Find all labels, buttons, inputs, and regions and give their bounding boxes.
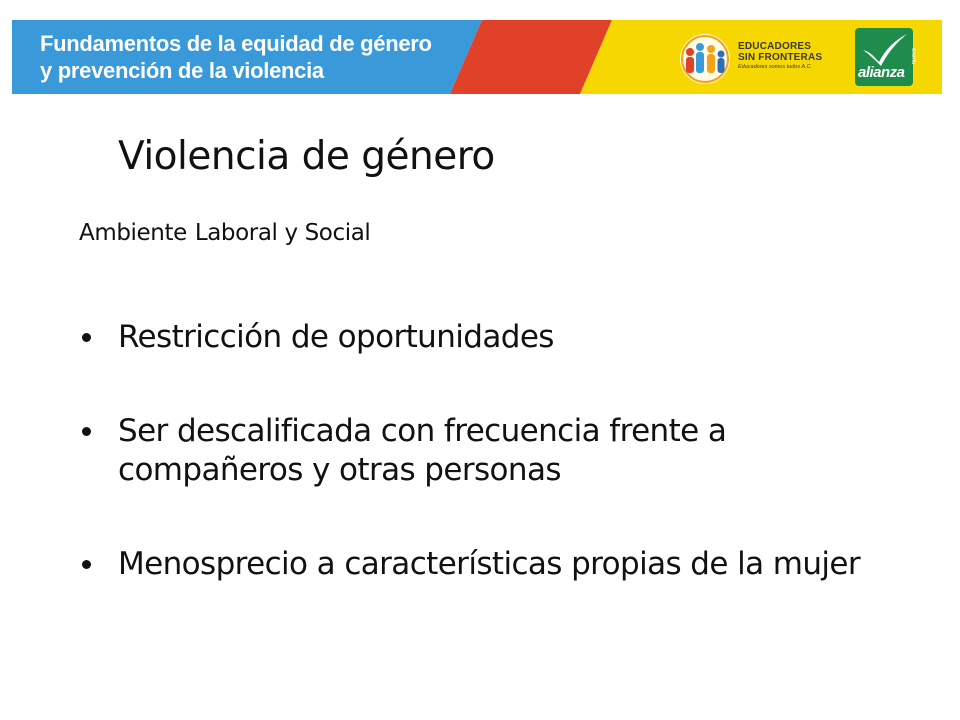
bullet-text: Menosprecio a características propias de la mujer	[118, 546, 861, 582]
nueva-alianza-check-icon	[855, 28, 913, 68]
bullet-item	[80, 318, 900, 357]
banner-title-line2: y prevención de la violencia	[40, 58, 324, 83]
bullet-item	[80, 545, 900, 584]
slide-title: Violencia de género	[118, 134, 495, 179]
bullet-dot-icon	[82, 333, 91, 342]
banner-title-line1: Fundamentos de la equidad de género	[40, 31, 432, 56]
bullet-item	[80, 412, 900, 490]
educadores-sin-fronteras-logo	[676, 32, 841, 84]
nueva-alianza-word: alianza	[858, 64, 905, 81]
educadores-logo-line3: Educadores somos todos A.C.	[738, 64, 813, 70]
subtitle-part1: Ambiente	[79, 220, 187, 246]
bullet-text: Ser descalificada con frecuencia frente a compañeros y otras personas	[118, 413, 727, 488]
slide-subtitle	[79, 220, 370, 246]
educadores-people-icon	[676, 32, 734, 84]
header-banner	[12, 20, 942, 94]
nueva-alianza-logo	[855, 28, 917, 86]
educadores-logo-line1: EDUCADORES	[738, 41, 812, 52]
banner-title	[40, 30, 432, 84]
nueva-alianza-small-text: nueva	[911, 48, 917, 65]
subtitle-part2: Laboral y Social	[194, 220, 371, 246]
bullet-dot-icon	[82, 427, 91, 436]
bullet-list	[80, 318, 900, 639]
educadores-logo-text	[738, 41, 822, 71]
educadores-logo-line2: SIN FRONTERAS	[738, 52, 823, 63]
bullet-dot-icon	[82, 560, 91, 569]
bullet-text: Restricción de oportunidades	[118, 319, 554, 355]
